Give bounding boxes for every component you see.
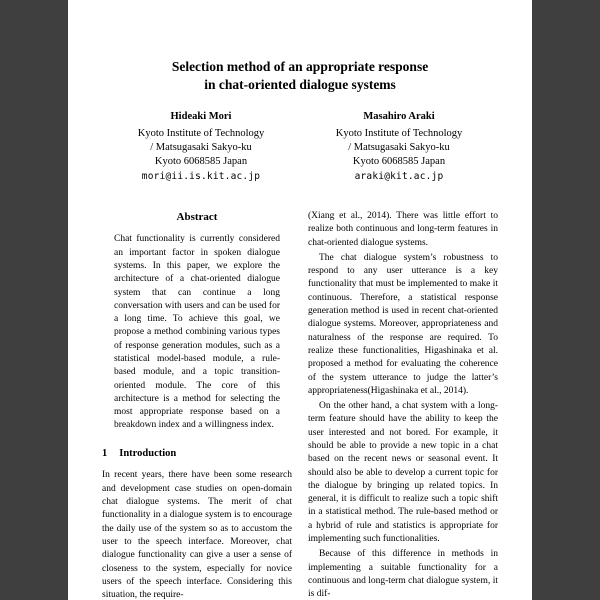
author-1-affiliation-3: Kyoto 6068585 Japan: [154, 155, 248, 167]
author-1-affiliation-1: Kyoto Institute of Technology: [137, 127, 265, 139]
right-paragraph-3: On the other hand, a chat system with a long-term feature should have the ability to keep the user interested and not bored. For example, it should be able to provide a new topic in a chat based on the recent news or seasonal event. It should also be able to develop a current topic for the dialogue by bringing up related topics. In general, it is difficult to realize such a topic shift in a statistical method. The rule-based method or a hybrid of rule and statistics is appropriate for implementing such functionalities.: [308, 401, 498, 545]
paper-title: [102, 58, 498, 94]
author-1-affiliation-2: / Matsugasaki Sakyo-ku: [150, 141, 252, 153]
paper-title-line1: Selection method of an appropriate response: [171, 59, 429, 74]
author-2: [300, 110, 498, 184]
author-1: [102, 110, 300, 184]
section-number: 1: [102, 447, 108, 459]
author-block: [102, 110, 498, 184]
left-column: [102, 210, 292, 600]
paper-title-line2: in chat-oriented dialogue systems: [204, 77, 396, 93]
author-2-email: araki@kit.ac.jp: [354, 171, 444, 183]
right-paragraph-4: Because of this difference in methods in implementing a suitable functionality for a continuous and long-term chat dialogue system, it is dif-: [308, 549, 498, 600]
author-2-name: Masahiro Araki: [363, 111, 435, 123]
right-paragraph-2: The chat dialogue system’s robustness to respond to any user utterance is a key functionality that must be implemented to make it continuous. Therefore, a statistical response generation method is used in recent chat-oriented dialogue systems. Moreover, appropriateness and naturalness of the response are required. To realize these functionalities, Higashinaka et al. proposed a method for evaluating the coherence of the system utterance to judge the latter’s appropriateness(Higashinaka et al., 2014).: [308, 252, 498, 396]
author-1-name: Hideaki Mori: [170, 111, 232, 123]
right-paragraph-1: (Xiang et al., 2014). There was little effort to realize both continuous and long-term features in chat-oriented dialogue systems.: [308, 210, 498, 248]
section-heading-introduction: [102, 447, 292, 462]
introduction-paragraph-1: In recent years, there have been some research and development case studies on open-domain chat dialogue systems. The merit of chat functionality in a dialogue system is to encourage the daily use of the system so as to accustom the user to the speech interface. Moreover, chat dialogue functionality can give a user a sense of closeness to the system, especially for novice users of the speech interface. Considering this situation, the require-: [102, 470, 292, 600]
abstract-heading: Abstract: [176, 210, 218, 223]
author-2-affiliation-3: Kyoto 6068585 Japan: [352, 155, 446, 167]
two-column-body: [102, 210, 498, 600]
right-column: [308, 210, 498, 600]
author-2-affiliation-2: / Matsugasaki Sakyo-ku: [348, 141, 450, 153]
abstract-text: Chat functionality is currently considered an important factor in spoken dialogue systems. In this paper, we explore the architecture of a chat-oriented dialogue system that can continue a long conversation with users and can be used for a long time. To achieve this goal, we propose a method combining various types of response generation modules, such as a statistical model-based module, a rule-based module, and a topic transition-oriented module. The core of this architecture is a method for selecting the most appropriate response based on a breakdown index and a willingness index.: [114, 234, 280, 431]
author-1-email: mori@ii.is.kit.ac.jp: [141, 171, 261, 183]
paper-page: [68, 0, 532, 600]
author-2-affiliation-1: Kyoto Institute of Technology: [335, 127, 463, 139]
section-title: Introduction: [119, 447, 177, 459]
